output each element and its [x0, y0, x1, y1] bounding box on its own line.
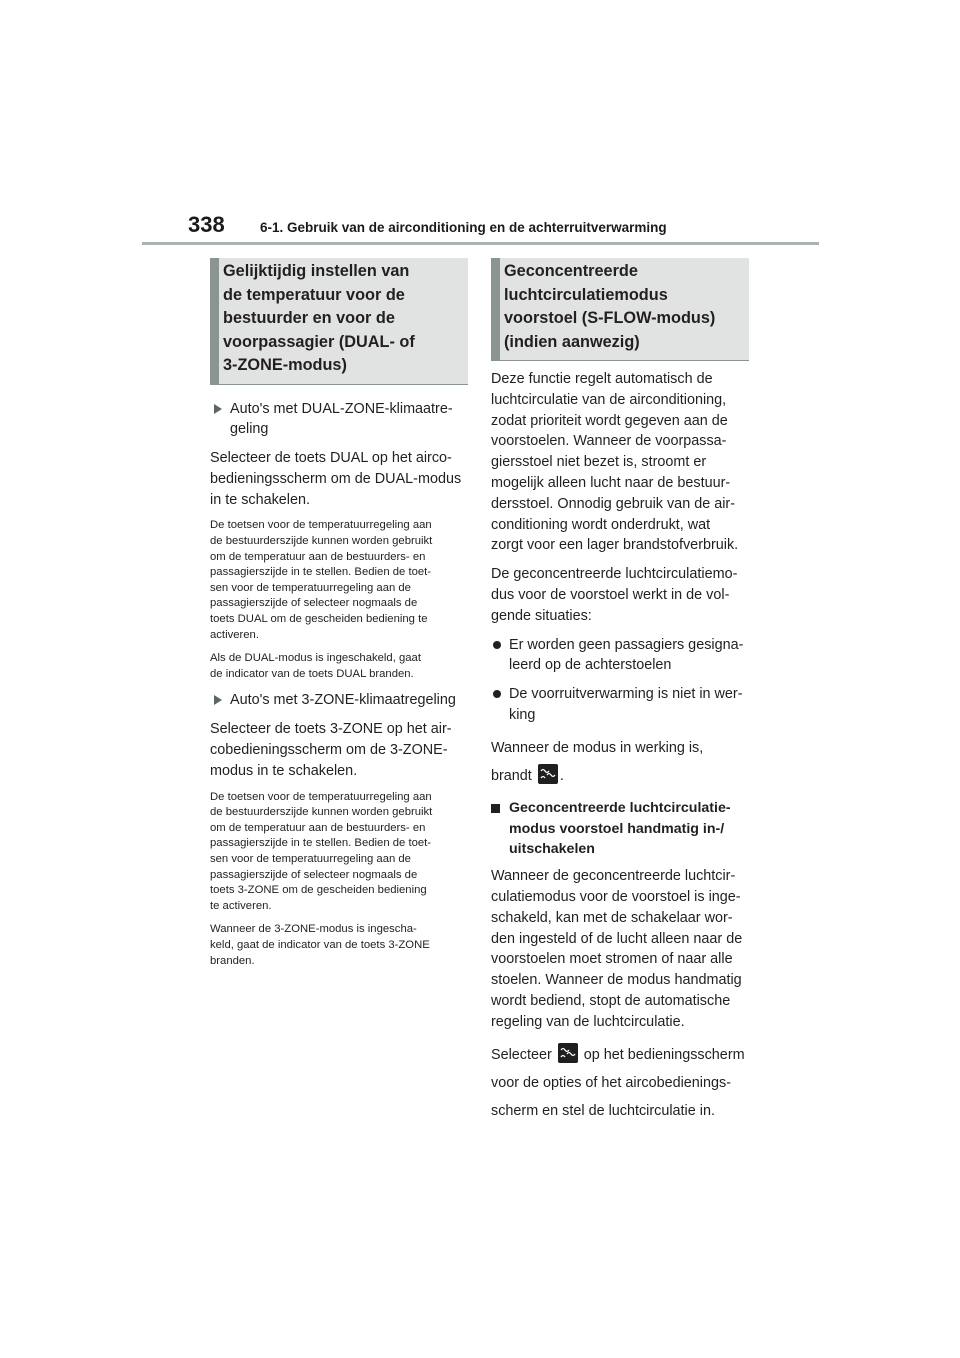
- heading-line: de temperatuur voor de: [223, 285, 405, 304]
- manual-toggle-instruction: Selecteer op het bedieningsscherm voor de opties of het aircobedienings- scherm en stel de luchtcirculatie in.: [491, 1041, 749, 1125]
- square-bullet-icon: [491, 804, 500, 813]
- section-heading-dual-zone: [210, 258, 468, 385]
- bullet-dot-icon: [493, 690, 501, 698]
- dual-zone-instruction: Selecteer de toets DUAL op het airco- bedieningsscherm om de DUAL-modus in te schakelen.: [210, 450, 462, 508]
- s-flow-icon: [558, 1043, 578, 1063]
- header-divider: [142, 242, 819, 245]
- situation-item: Er worden geen passagiers gesigna- leerd op de achterstoelen: [491, 635, 749, 677]
- bullet-dot-icon: [493, 641, 501, 649]
- heading-line: bestuurder en voor de: [223, 309, 395, 327]
- dual-zone-label: Auto's met DUAL-ZONE-klimaatre- geling: [210, 399, 468, 441]
- left-column: [210, 258, 468, 977]
- manual-toggle-body: Wanneer de geconcentreerde luchtcir- culatiemodus voor de voorstoel is inge- schakeld, kan met de schakelaar wor- den ingesteld of de lucht alleen naar de voorstoelen moet stromen of naar alle stoelen. Wanneer de modus handmatig wordt bediend, stopt de automatische regeling van de luchtcirculatie.: [491, 868, 743, 1030]
- heading-line: 3-ZONE-modus): [223, 356, 347, 374]
- dual-zone-note: De toetsen voor de temperatuurregeling aan de bestuurderszijde kunnen worden gebruikt om de temperatuur aan de bestuurders- en passagierszijde in te stellen. Bedien de toet- sen voor de temperatuurregeling aan de passagierszijde of selecteer nogmaals de toets DUAL om de gescheiden bediening te activeren.: [210, 519, 433, 641]
- dual-zone-indicator-note: Als de DUAL-modus is ingeschakeld, gaat de indicator van de toets DUAL branden.: [210, 652, 421, 680]
- three-zone-indicator-note: Wanneer de 3-ZONE-modus is ingescha- keld, gaat de indicator van de toets 3-ZONE branden.: [210, 923, 430, 967]
- heading-line: Geconcentreerde: [504, 262, 638, 280]
- heading-line: voorpassagier (DUAL- of: [223, 332, 415, 351]
- triangle-bullet-icon: [214, 404, 222, 414]
- three-zone-note: De toetsen voor de temperatuurregeling aan de bestuurderszijde kunnen worden gebruikt om de temperatuur aan de bestuurders- en passagierszijde in te stellen. Bedien de toet- sen voor de temperatuurregeling aan de passagierszijde of selecteer nogmaals de toets 3-ZONE om de gescheiden bediening te activeren.: [210, 790, 433, 912]
- situation-item: De voorruitverwarming is niet in wer- king: [491, 684, 749, 726]
- three-zone-instruction: Selecteer de toets 3-ZONE op het air- cobedieningsscherm om de 3-ZONE- modus in te schakelen.: [210, 721, 452, 779]
- section-heading-s-flow: [491, 258, 749, 361]
- three-zone-label: Auto's met 3-ZONE-klimaatregeling: [210, 690, 468, 711]
- heading-line: luchtcirculatiemodus: [504, 285, 668, 304]
- chapter-title: 6-1. Gebruik van de airconditioning en de achterruitverwarming: [260, 220, 667, 235]
- heading-line: voorstoel (S-FLOW-modus): [504, 309, 716, 327]
- s-flow-indicator-text: Wanneer de modus in werking is, brandt .: [491, 739, 704, 784]
- s-flow-situations-intro: De geconcentreerde luchtcirculatiemo- dus voor de voorstoel werkt in de vol- gende situaties:: [491, 566, 738, 624]
- heading-line: Gelijktijdig instellen van: [223, 262, 410, 280]
- s-flow-intro: Deze functie regelt automatisch de luchtcirculatie van de airconditioning, zodat prioriteit wordt gegeven aan de voorstoelen. Wanneer de voorpassa- giersstoel niet bezet is, stroomt er mogelijk alleen lucht naar de bestuur- dersstoel. Onnodig gebruik van de air- conditioning wordt onderdrukt, wat zorgt voor een lager brandstofverbruik.: [491, 371, 739, 554]
- heading-line: (indien aanwezig): [504, 332, 640, 351]
- right-column: [491, 258, 749, 1133]
- manual-toggle-heading: Geconcentreerde luchtcirculatie- modus voorstoel handmatig in-/ uitschakelen: [491, 798, 749, 860]
- triangle-bullet-icon: [214, 695, 222, 705]
- page-number: 338: [188, 212, 225, 237]
- s-flow-icon: [538, 764, 558, 784]
